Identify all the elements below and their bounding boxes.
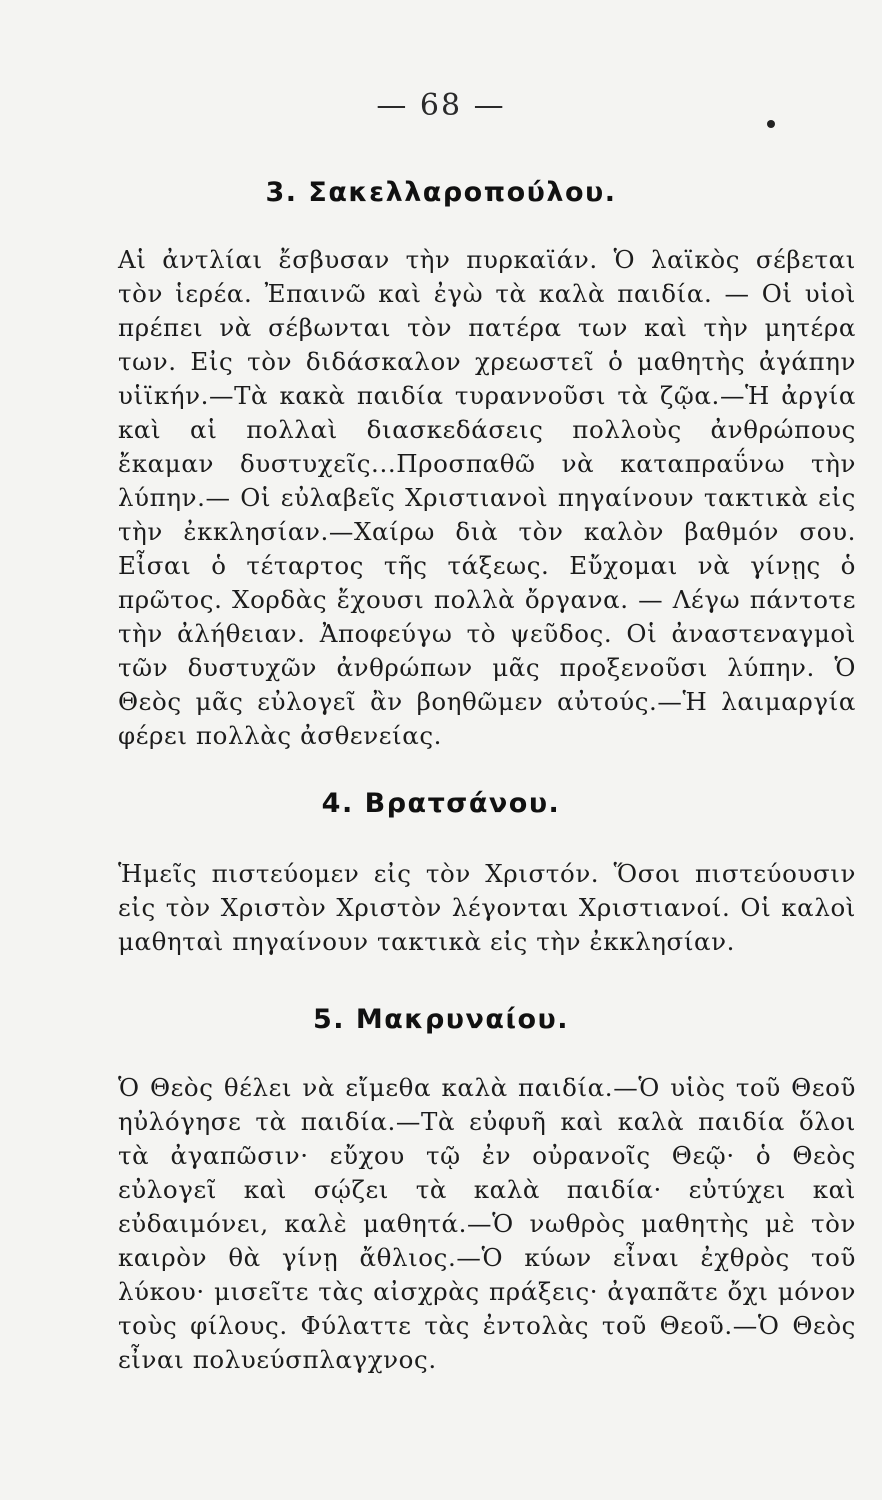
- page-number: — 68 —: [376, 88, 506, 123]
- section-heading-5: 5. Μακρυναίου.: [312, 1004, 570, 1035]
- section-heading-4: 4. Βρατσάνου.: [321, 788, 561, 819]
- section-text-5: Ὁ Θεὸς θέλει νὰ εἴμεθα καλὰ παιδία.—Ὁ υἱὸς τοῦ Θεοῦ ηὐλόγησε τὰ παιδία.—Τὰ εὐφυῆ καὶ καλὰ παιδία ὅλοι τὰ ἀγαπῶσιν· εὔχου τῷ ἐν οὐρανοῖς Θεῷ· ὁ Θεὸς εὐλογεῖ καὶ σῴζει τὰ καλὰ παιδία· εὐτύχει καὶ εὐδαιμόνει, καλὲ μαθητά.—Ὁ νωθρὸς μαθητὴς μὲ τὸν καιρὸν θὰ γίνῃ ἄθλιος.—Ὁ κύων εἶναι ἐχθρὸς τοῦ λύκου· μισεῖτε τὰς αἰσχρὰς πράξεις· ἀγαπᾶτε ὄχι μόνον τοὺς φίλους. Φύλαττε τὰς ἐντολὰς τοῦ Θεοῦ.—Ὁ Θεὸς εἶναι πολυεύσπλαγχνος.: [118, 1073, 856, 1374]
- section-text-4: Ἡμεῖς πιστεύομεν εἰς τὸν Χριστόν. Ὅσοι πιστεύουσιν εἰς τὸν Χριστὸν Χριστὸν λέγονται Χριστιανοί. Οἱ καλοὶ μαθηταὶ πηγαίνουν τακτικὰ εἰς τὴν ἐκκλησίαν.: [118, 859, 856, 956]
- section-heading-3: 3. Σακελλαροπούλου.: [265, 177, 617, 208]
- section-text-3: Αἱ ἀντλίαι ἔσβυσαν τὴν πυρκαϊάν. Ὁ λαϊκὸς σέβεται τὸν ἱερέα. Ἐπαινῶ καὶ ἐγὼ τὰ καλὰ παιδία. — Οἱ υἱοὶ πρέπει νὰ σέβωνται τὸν πατέρα των καὶ τὴν μητέρα των. Εἰς τὸν διδάσκαλον χρεωστεῖ ὁ μαθητὴς ἀγάπην υἱϊκήν.—Τὰ κακὰ παιδία τυραννοῦσι τὰ ζῷα.—Ἡ ἀργία καὶ αἱ πολλαὶ διασκεδάσεις πολλοὺς ἀνθρώπους ἔκαμαν δυστυχεῖς...Προσπαθῶ νὰ καταπραΰνω τὴν λύπην.— Οἱ εὐλαβεῖς Χριστιανοὶ πηγαίνουν τακτικὰ εἰς τὴν ἐκκλησίαν.—Χαίρω διὰ τὸν καλὸν βαθμόν σου. Εἶσαι ὁ τέταρτος τῆς τάξεως. Εὔχομαι νὰ γίνῃς ὁ πρῶτος. Χορδὰς ἔχουσι πολλὰ ὄργανα. — Λέγω πάντοτε τὴν ἀλήθειαν. Ἀποφεύγω τὸ ψεῦδος. Οἱ ἀναστεναγμοὶ τῶν δυστυχῶν ἀνθρώπων μᾶς προξενοῦσι λύπην. Ὁ Θεὸς μᾶς εὐλογεῖ ἂν βοηθῶμεν αὐτούς.—Ἡ λαιμαργία φέρει πολλὰς ἀσθενείας.: [118, 245, 856, 750]
- ink-dot-mark: [767, 120, 775, 128]
